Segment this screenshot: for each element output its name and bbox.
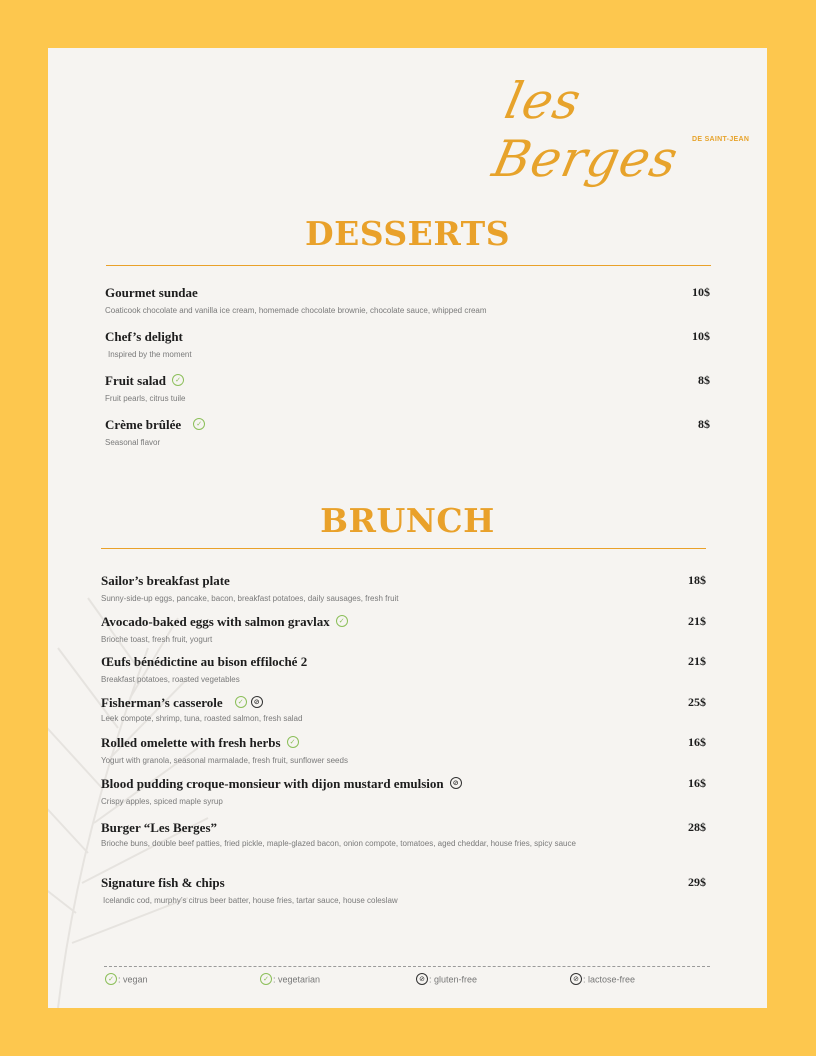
leaf-icon: ✓ xyxy=(105,973,117,985)
item-description: Icelandic cod, murphy’s citrus beer batter, house fries, tartar sauce, house coleslaw xyxy=(103,896,398,905)
item-name: Crème brûlée ✓ xyxy=(105,417,205,433)
leaf-icon: ✓ xyxy=(193,418,205,430)
item-price: 8$ xyxy=(698,373,710,387)
item-price: 18$ xyxy=(688,573,706,587)
legend-label: : lactose-free xyxy=(583,974,636,985)
legend-vegan xyxy=(105,974,148,986)
item-price: 10$ xyxy=(692,285,710,299)
item-description: Brioche buns, double beef patties, fried pickle, maple-glazed bacon, onion compote, tomatoes, aged cheddar, house fries, spicy sauce xyxy=(101,839,576,848)
leaf-icon: ✓ xyxy=(260,973,272,985)
leaf-icon: ✓ xyxy=(336,615,348,627)
item-price: 29$ xyxy=(688,875,706,889)
item-name: Fruit salad ✓ xyxy=(105,373,184,389)
item-name: Œufs bénédictine au bison effiloché 2 xyxy=(101,654,308,669)
bottle-crossed-icon: ⊘ xyxy=(570,973,582,985)
item-description: Seasonal flavor xyxy=(105,438,161,447)
item-description: Brioche toast, fresh fruit, yogurt xyxy=(101,635,213,644)
item-name: Signature fish & chips xyxy=(101,875,225,890)
desserts-rule xyxy=(106,265,711,266)
legend-divider xyxy=(104,966,710,967)
desserts-title: DESSERTS xyxy=(304,214,511,253)
item-name: Fisherman’s casserole ✓ ⊘ xyxy=(101,695,263,711)
item-name: Sailor’s breakfast plate xyxy=(101,573,230,588)
item-name: Burger “Les Berges” xyxy=(101,820,218,835)
item-name: Avocado-baked eggs with salmon gravlax ✓ xyxy=(101,614,348,630)
wheat-crossed-icon: ⊘ xyxy=(251,696,263,708)
item-description: Fruit pearls, citrus tuile xyxy=(105,394,186,403)
leaf-icon: ✓ xyxy=(287,736,299,748)
brunch-title: BRUNCH xyxy=(320,501,495,540)
item-price: 16$ xyxy=(688,776,706,790)
item-name: Rolled omelette with fresh herbs ✓ xyxy=(101,735,299,751)
legend-vegetarian xyxy=(260,974,320,986)
legend-label: : vegetarian xyxy=(273,974,321,985)
item-description: Inspired by the moment xyxy=(108,350,192,359)
item-price: 8$ xyxy=(698,417,710,431)
item-price: 21$ xyxy=(688,654,706,668)
item-name: Chef’s delight xyxy=(105,329,183,344)
item-description: Sunny-side-up eggs, pancake, bacon, breakfast potatoes, daily sausages, fresh fruit xyxy=(101,594,399,603)
leaf-icon: ✓ xyxy=(172,374,184,386)
item-price: 16$ xyxy=(688,735,706,749)
item-description: Coaticook chocolate and vanilla ice cream, homemade chocolate brownie, chocolate sauce, whipped cream xyxy=(105,306,487,315)
legend-gluten-free xyxy=(416,974,477,986)
logo-subtitle: DE SAINT-JEAN xyxy=(692,136,750,143)
item-price: 10$ xyxy=(692,329,710,343)
item-price: 21$ xyxy=(688,614,706,628)
brunch-rule xyxy=(101,548,706,549)
item-price: 25$ xyxy=(688,695,706,709)
item-description: Leek compote, shrimp, tuna, roasted salmon, fresh salad xyxy=(101,714,303,723)
item-name: Blood pudding croque-monsieur with dijon mustard emulsion ⊘ xyxy=(101,776,462,792)
brand-logo xyxy=(487,70,760,188)
menu-page xyxy=(48,48,767,1008)
leaf-icon: ✓ xyxy=(235,696,247,708)
bottle-crossed-icon: ⊘ xyxy=(450,777,462,789)
wheat-crossed-icon: ⊘ xyxy=(416,973,428,985)
logo-script: les Berges xyxy=(487,72,684,188)
item-description: Yogurt with granola, seasonal marmalade, fresh fruit, sunflower seeds xyxy=(101,756,348,765)
legend-label: : vegan xyxy=(118,974,148,985)
item-description: Breakfast potatoes, roasted vegetables xyxy=(101,675,240,684)
legend-lactose-free xyxy=(570,974,635,986)
item-description: Crispy apples, spiced maple syrup xyxy=(101,797,223,806)
item-price: 28$ xyxy=(688,820,706,834)
item-name: Gourmet sundae xyxy=(105,285,198,300)
legend-label: : gluten-free xyxy=(429,974,478,985)
